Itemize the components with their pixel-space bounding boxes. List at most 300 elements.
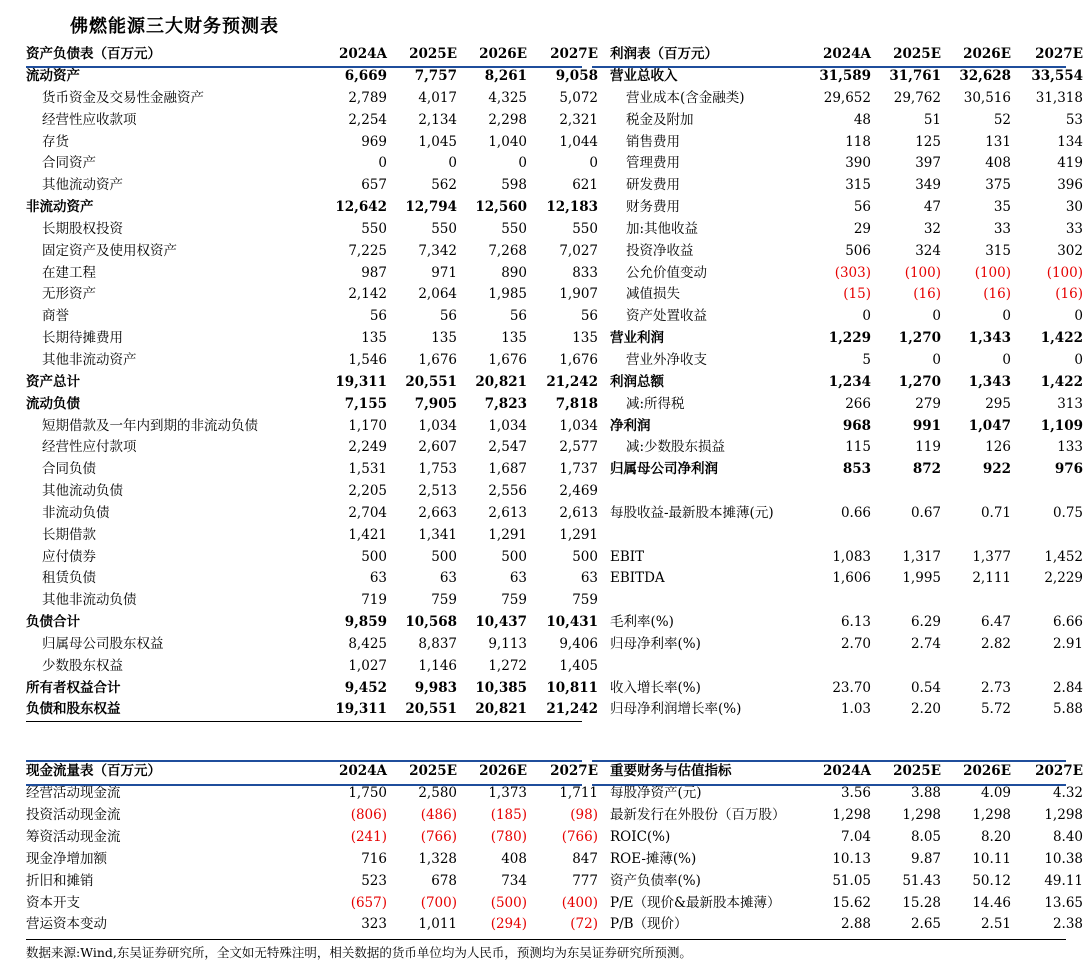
- row-label-right: 营业总收入: [610, 68, 678, 85]
- value-cell: 51.43: [902, 872, 941, 889]
- value-cell: [941, 590, 1011, 612]
- value-cell: 419: [1057, 155, 1083, 172]
- left-table-header: 资产负债表（百万元）: [26, 46, 161, 63]
- value-cell: 1,291: [559, 526, 598, 543]
- value-cell: 3.88: [910, 785, 941, 802]
- value-cell: 324: [915, 242, 941, 259]
- value-cell: 872: [912, 461, 941, 478]
- value-cell: 20,821: [475, 373, 527, 390]
- row-label-right: 最新发行在外股份（百万股）: [610, 806, 786, 823]
- value-cell: (400): [561, 894, 598, 911]
- value-cell: (185): [490, 806, 527, 823]
- value-cell: 2.20: [910, 701, 941, 718]
- row-label: 无形资产: [42, 286, 96, 303]
- value-cell: 1,421: [348, 526, 387, 543]
- value-cell: 1,328: [418, 850, 457, 867]
- value-cell: 52: [993, 111, 1011, 128]
- value-cell: 1,011: [418, 916, 457, 933]
- row-label-right: 研发费用: [626, 177, 680, 194]
- value-cell: 63: [439, 570, 457, 587]
- value-cell: 847: [572, 850, 598, 867]
- value-cell: 1,270: [898, 373, 941, 390]
- value-cell: 1,083: [832, 548, 871, 565]
- value-cell: 20,551: [405, 701, 457, 718]
- value-cell: 35: [993, 199, 1011, 216]
- value-cell: (15): [843, 286, 871, 303]
- value-cell: 1,985: [488, 286, 527, 303]
- value-cell: 1,298: [832, 806, 871, 823]
- value-cell: 7.04: [840, 828, 871, 845]
- value-cell: 0: [589, 155, 598, 172]
- value-cell: 2,513: [418, 483, 457, 500]
- value-cell: 115: [845, 439, 871, 456]
- value-cell: 1,298: [902, 806, 941, 823]
- value-cell: 51.05: [832, 872, 871, 889]
- value-cell: [811, 590, 871, 612]
- value-cell: 56: [439, 308, 457, 325]
- value-cell: 0: [932, 308, 941, 325]
- value-cell: 759: [572, 592, 598, 609]
- value-cell: 0.54: [910, 679, 941, 696]
- row-label: 其他非流动负债: [42, 592, 137, 609]
- year-header: 2027E: [1035, 763, 1083, 780]
- value-cell: 2,613: [488, 504, 527, 521]
- value-cell: (766): [561, 828, 598, 845]
- row-label-right: P/B（现价）: [610, 916, 688, 933]
- value-cell: 716: [361, 850, 387, 867]
- value-cell: 135: [501, 330, 527, 347]
- value-cell: 1,109: [1040, 417, 1083, 434]
- value-cell: 7,757: [414, 68, 457, 85]
- value-cell: 2,580: [418, 785, 457, 802]
- value-cell: 1,676: [559, 351, 598, 368]
- row-label: 其他流动负债: [42, 483, 123, 500]
- value-cell: 1,034: [488, 417, 527, 434]
- value-cell: 2,254: [348, 111, 387, 128]
- value-cell: (486): [420, 806, 457, 823]
- value-cell: 550: [572, 220, 598, 237]
- value-cell: 10,431: [546, 614, 598, 631]
- row-label: 筹资活动现金流: [26, 828, 121, 845]
- bottom-rule-left: [26, 721, 582, 722]
- value-cell: 598: [501, 177, 527, 194]
- row-label-right: 毛利率(%): [610, 614, 674, 631]
- value-cell: 1,373: [488, 785, 527, 802]
- value-cell: 7,823: [484, 395, 527, 412]
- year-header: 2026E: [479, 763, 527, 780]
- row-label-right: [598, 481, 811, 503]
- value-cell: 48: [853, 111, 871, 128]
- value-cell: 29,652: [823, 89, 871, 106]
- value-cell: 397: [915, 155, 941, 172]
- value-cell: 134: [1057, 133, 1083, 150]
- value-cell: 1,711: [559, 785, 598, 802]
- value-cell: 1,040: [488, 133, 527, 150]
- value-cell: 56: [580, 308, 598, 325]
- value-cell: 2,789: [348, 89, 387, 106]
- value-cell: 1,995: [902, 570, 941, 587]
- value-cell: [1011, 481, 1083, 503]
- row-label-right: 销售费用: [626, 133, 680, 150]
- value-cell: 50.12: [972, 872, 1011, 889]
- value-cell: 47: [923, 199, 941, 216]
- year-header: 2026E: [963, 46, 1011, 63]
- value-cell: 53: [1065, 111, 1083, 128]
- value-cell: 12,794: [405, 199, 457, 216]
- value-cell: 8.05: [910, 828, 941, 845]
- value-cell: 1,422: [1040, 373, 1083, 390]
- row-label: 现金净增加额: [26, 850, 107, 867]
- value-cell: (16): [1055, 286, 1083, 303]
- row-label-right: 资产负债率(%): [610, 872, 701, 889]
- value-cell: 991: [912, 417, 941, 434]
- value-cell: 15.28: [902, 894, 941, 911]
- balance-and-income-table: [26, 44, 1083, 721]
- value-cell: 14.46: [972, 894, 1011, 911]
- value-cell: (72): [570, 916, 598, 933]
- value-cell: 550: [501, 220, 527, 237]
- value-cell: 1,676: [488, 351, 527, 368]
- value-cell: 0: [448, 155, 457, 172]
- value-cell: 125: [915, 133, 941, 150]
- row-label: 营运资本变动: [26, 916, 107, 933]
- value-cell: 2.70: [840, 635, 871, 652]
- row-label-right: ROIC(%): [610, 828, 671, 845]
- value-cell: 1,606: [832, 570, 871, 587]
- value-cell: 550: [431, 220, 457, 237]
- cf-header-rule-left: [26, 784, 582, 786]
- row-label-right: EBITDA: [610, 570, 665, 587]
- row-label: 长期借款: [42, 526, 96, 543]
- value-cell: (241): [350, 828, 387, 845]
- value-cell: (100): [904, 264, 941, 281]
- value-cell: (98): [570, 806, 598, 823]
- value-cell: 562: [431, 177, 457, 194]
- value-cell: 12,560: [475, 199, 527, 216]
- value-cell: 1,546: [348, 351, 387, 368]
- value-cell: 10.13: [832, 850, 871, 867]
- value-cell: 408: [501, 850, 527, 867]
- value-cell: 7,268: [488, 242, 527, 259]
- right-table-header: 重要财务与估值指标: [610, 763, 732, 780]
- row-label-right: 税金及附加: [626, 111, 694, 128]
- row-label-right: 净利润: [610, 417, 651, 434]
- footnote: 数据来源:Wind,东吴证券研究所，全文如无特殊注明，相关数据的货币单位均为人民币，预测均为东吴证券研究所预测。: [26, 945, 692, 960]
- cf-bottom-rule: [26, 939, 1066, 940]
- value-cell: 1,317: [902, 548, 941, 565]
- value-cell: 396: [1057, 177, 1083, 194]
- value-cell: 1,343: [968, 330, 1011, 347]
- value-cell: 2,064: [418, 286, 457, 303]
- row-label-right: 减:所得税: [626, 395, 685, 412]
- value-cell: 1.03: [840, 701, 871, 718]
- value-cell: 1,343: [968, 373, 1011, 390]
- value-cell: 10,437: [475, 614, 527, 631]
- value-cell: 6.66: [1052, 614, 1083, 631]
- value-cell: 759: [431, 592, 457, 609]
- year-header: 2027E: [550, 46, 598, 63]
- value-cell: 853: [842, 461, 871, 478]
- value-cell: 2,607: [418, 439, 457, 456]
- value-cell: 2,704: [348, 504, 387, 521]
- value-cell: (100): [974, 264, 1011, 281]
- value-cell: (766): [420, 828, 457, 845]
- value-cell: 56: [509, 308, 527, 325]
- value-cell: 6.13: [840, 614, 871, 631]
- value-cell: 7,027: [559, 242, 598, 259]
- value-cell: (294): [490, 916, 527, 933]
- value-cell: 1,034: [559, 417, 598, 434]
- value-cell: 0: [518, 155, 527, 172]
- year-header: 2024A: [338, 763, 387, 780]
- row-label: 折旧和摊销: [26, 872, 94, 889]
- value-cell: 10,385: [475, 679, 527, 696]
- value-cell: 30,516: [963, 89, 1011, 106]
- value-cell: 833: [572, 264, 598, 281]
- value-cell: 0: [378, 155, 387, 172]
- row-label: 租赁负债: [42, 570, 96, 587]
- value-cell: 8,837: [418, 635, 457, 652]
- row-label-right: 归母净利润增长率(%): [610, 701, 742, 718]
- row-label: 长期待摊费用: [42, 330, 123, 347]
- value-cell: 9,406: [559, 635, 598, 652]
- header-rule-left: [26, 66, 582, 68]
- year-header: 2026E: [479, 46, 527, 63]
- row-label: 资产总计: [26, 373, 80, 390]
- value-cell: 29,762: [893, 89, 941, 106]
- year-header: 2024A: [338, 46, 387, 63]
- value-cell: 1,034: [418, 417, 457, 434]
- cf-header-rule-right: [592, 784, 1066, 786]
- value-cell: 2,663: [418, 504, 457, 521]
- value-cell: 2.91: [1052, 635, 1083, 652]
- row-label: 货币资金及交易性金融资产: [42, 89, 204, 106]
- page-title: 佛燃能源三大财务预测表: [70, 16, 279, 37]
- row-label: 流动资产: [26, 68, 80, 85]
- row-label-right: 减:少数股东损益: [626, 439, 726, 456]
- value-cell: 500: [572, 548, 598, 565]
- row-label-right: 收入增长率(%): [610, 679, 701, 696]
- value-cell: 1,047: [968, 417, 1011, 434]
- value-cell: 9,452: [344, 679, 387, 696]
- value-cell: 0.67: [910, 504, 941, 521]
- value-cell: 2,229: [1044, 570, 1083, 587]
- value-cell: (16): [913, 286, 941, 303]
- value-cell: 15.62: [832, 894, 871, 911]
- value-cell: 719: [361, 592, 387, 609]
- value-cell: 1,531: [348, 461, 387, 478]
- row-label-right: 每股收益-最新股本摊薄(元): [610, 504, 774, 521]
- value-cell: 7,155: [344, 395, 387, 412]
- row-label: 商誉: [42, 308, 69, 325]
- value-cell: (100): [1046, 264, 1083, 281]
- row-label: 固定资产及使用权资产: [42, 242, 177, 259]
- value-cell: 5,072: [559, 89, 598, 106]
- row-label-right: EBIT: [610, 548, 645, 565]
- value-cell: 9.87: [910, 850, 941, 867]
- value-cell: 550: [361, 220, 387, 237]
- value-cell: 51: [923, 111, 941, 128]
- value-cell: 13.65: [1044, 894, 1083, 911]
- year-header: 2024A: [822, 763, 871, 780]
- value-cell: 279: [915, 395, 941, 412]
- value-cell: 506: [845, 242, 871, 259]
- value-cell: 0: [1002, 351, 1011, 368]
- row-label: 应付债券: [42, 548, 96, 565]
- value-cell: (500): [490, 894, 527, 911]
- row-label-right: 加:其他收益: [626, 220, 699, 237]
- value-cell: 2,298: [488, 111, 527, 128]
- value-cell: 349: [915, 177, 941, 194]
- value-cell: (657): [350, 894, 387, 911]
- value-cell: 1,229: [828, 330, 871, 347]
- row-label: 其他流动资产: [42, 177, 123, 194]
- value-cell: 315: [985, 242, 1011, 259]
- value-cell: 2.73: [980, 679, 1011, 696]
- row-label: 短期借款及一年内到期的非流动负债: [42, 417, 258, 434]
- value-cell: 2,111: [972, 570, 1011, 587]
- value-cell: 126: [985, 439, 1011, 456]
- value-cell: 1,405: [559, 657, 598, 674]
- row-label-right: 营业利润: [610, 330, 664, 347]
- value-cell: 33,554: [1031, 68, 1083, 85]
- value-cell: 9,113: [488, 635, 527, 652]
- value-cell: 1,146: [418, 657, 457, 674]
- value-cell: 2,134: [418, 111, 457, 128]
- value-cell: 523: [361, 872, 387, 889]
- row-label: 经营性应收款项: [42, 111, 137, 128]
- value-cell: 0.71: [980, 504, 1011, 521]
- value-cell: 63: [369, 570, 387, 587]
- value-cell: 1,676: [418, 351, 457, 368]
- value-cell: 20,821: [475, 701, 527, 718]
- cf-top-rule-right: [592, 760, 1066, 762]
- value-cell: [941, 656, 1011, 678]
- row-label: 少数股东权益: [42, 657, 123, 674]
- value-cell: [871, 656, 941, 678]
- value-cell: 0: [1002, 308, 1011, 325]
- value-cell: [871, 590, 941, 612]
- row-label: 经营性应付款项: [42, 439, 137, 456]
- value-cell: 2,205: [348, 483, 387, 500]
- row-label: 所有者权益合计: [26, 679, 121, 696]
- row-label: 负债合计: [26, 614, 80, 631]
- value-cell: 135: [572, 330, 598, 347]
- value-cell: [811, 481, 871, 503]
- value-cell: 2.82: [980, 635, 1011, 652]
- row-label: 经营活动现金流: [26, 785, 121, 802]
- value-cell: 734: [501, 872, 527, 889]
- row-label: 其他非流动资产: [42, 351, 137, 368]
- value-cell: 987: [361, 264, 387, 281]
- value-cell: 976: [1054, 461, 1083, 478]
- value-cell: 23.70: [832, 679, 871, 696]
- value-cell: 7,225: [348, 242, 387, 259]
- value-cell: 63: [580, 570, 598, 587]
- value-cell: 1,687: [488, 461, 527, 478]
- row-label: 归属母公司股东权益: [42, 635, 164, 652]
- value-cell: [1011, 656, 1083, 678]
- value-cell: 2,249: [348, 439, 387, 456]
- value-cell: 1,234: [828, 373, 871, 390]
- row-label: 流动负债: [26, 395, 80, 412]
- value-cell: 8,425: [348, 635, 387, 652]
- value-cell: 375: [985, 177, 1011, 194]
- value-cell: 302: [1057, 242, 1083, 259]
- value-cell: 133: [1057, 439, 1083, 456]
- value-cell: 313: [1057, 395, 1083, 412]
- value-cell: [871, 525, 941, 547]
- cashflow-and-indicators-table: [26, 761, 1083, 936]
- value-cell: 0.75: [1052, 504, 1083, 521]
- value-cell: [941, 481, 1011, 503]
- year-header: 2025E: [409, 46, 457, 63]
- value-cell: (16): [983, 286, 1011, 303]
- value-cell: 2.88: [840, 916, 871, 933]
- value-cell: 8.20: [980, 828, 1011, 845]
- row-label: 合同资产: [42, 155, 96, 172]
- value-cell: 31,318: [1035, 89, 1083, 106]
- year-header: 2027E: [550, 763, 598, 780]
- row-label: 非流动资产: [26, 199, 94, 216]
- value-cell: 8.40: [1052, 828, 1083, 845]
- value-cell: 1,272: [488, 657, 527, 674]
- row-label-right: 减值损失: [626, 286, 680, 303]
- value-cell: 63: [509, 570, 527, 587]
- value-cell: 5.72: [980, 701, 1011, 718]
- row-label-right: P/E（现价&最新股本摊薄）: [610, 894, 781, 911]
- value-cell: 5.88: [1052, 701, 1083, 718]
- year-header: 2026E: [963, 763, 1011, 780]
- row-label-right: 每股净资产(元): [610, 785, 702, 802]
- row-label-right: ROE-摊薄(%): [610, 850, 697, 867]
- value-cell: 1,737: [559, 461, 598, 478]
- row-label-right: 利润总额: [610, 373, 664, 390]
- value-cell: 32: [923, 220, 941, 237]
- value-cell: 295: [985, 395, 1011, 412]
- value-cell: 315: [845, 177, 871, 194]
- row-label: 投资活动现金流: [26, 806, 121, 823]
- value-cell: 21,242: [546, 373, 598, 390]
- value-cell: 777: [572, 872, 598, 889]
- value-cell: 49.11: [1044, 872, 1083, 889]
- row-label: 存货: [42, 133, 69, 150]
- value-cell: 8,261: [484, 68, 527, 85]
- value-cell: (700): [420, 894, 457, 911]
- value-cell: 9,859: [344, 614, 387, 631]
- value-cell: [1011, 525, 1083, 547]
- row-label: 负债和股东权益: [26, 701, 121, 718]
- value-cell: 7,342: [418, 242, 457, 259]
- value-cell: 33: [1065, 220, 1083, 237]
- value-cell: 21,242: [546, 701, 598, 718]
- row-label: 在建工程: [42, 264, 96, 281]
- row-label-right: 财务费用: [626, 199, 680, 216]
- value-cell: 1,298: [972, 806, 1011, 823]
- row-label-right: [598, 525, 811, 547]
- value-cell: 2,577: [559, 439, 598, 456]
- value-cell: 1,750: [348, 785, 387, 802]
- value-cell: 2.84: [1052, 679, 1083, 696]
- value-cell: [1011, 590, 1083, 612]
- value-cell: 56: [369, 308, 387, 325]
- value-cell: 29: [853, 220, 871, 237]
- value-cell: 33: [993, 220, 1011, 237]
- value-cell: 19,311: [335, 373, 387, 390]
- value-cell: 621: [572, 177, 598, 194]
- value-cell: 1,377: [972, 548, 1011, 565]
- value-cell: [811, 525, 871, 547]
